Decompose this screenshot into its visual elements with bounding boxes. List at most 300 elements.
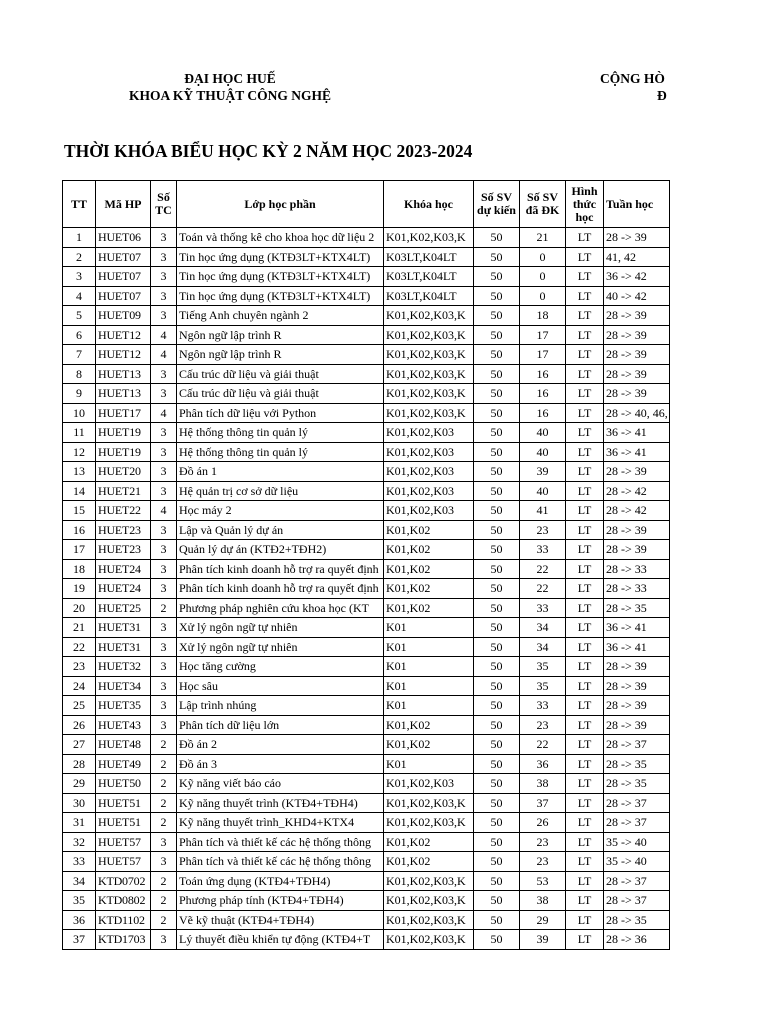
cell-hinh-thuc-hoc: LT (566, 774, 604, 794)
cell-so-tc: 4 (151, 345, 177, 365)
cell-so-sv-da-dk: 39 (520, 462, 566, 482)
cell-khoa-hoc: K01,K02,K03,K (384, 930, 474, 950)
cell-so-sv-du-kien: 50 (474, 676, 520, 696)
cell-so-sv-du-kien: 50 (474, 228, 520, 248)
cell-tuan-hoc: 28 -> 39 (604, 462, 670, 482)
university-name: ĐẠI HỌC HUẾ (184, 71, 276, 86)
cell-hinh-thuc-hoc: LT (566, 696, 604, 716)
cell-ma-hp: HUET12 (96, 325, 151, 345)
cell-lop-hoc-phan: Ngôn ngữ lập trình R (177, 325, 384, 345)
cell-so-sv-da-dk: 35 (520, 676, 566, 696)
cell-lop-hoc-phan: Kỹ năng viết báo cáo (177, 774, 384, 794)
cell-khoa-hoc: K01,K02 (384, 598, 474, 618)
cell-hinh-thuc-hoc: LT (566, 891, 604, 911)
cell-lop-hoc-phan: Xử lý ngôn ngữ tự nhiên (177, 618, 384, 638)
cell-so-sv-da-dk: 34 (520, 618, 566, 638)
cell-tt: 18 (63, 559, 96, 579)
cell-khoa-hoc: K01 (384, 657, 474, 677)
cell-so-sv-da-dk: 21 (520, 228, 566, 248)
cell-so-sv-du-kien: 50 (474, 930, 520, 950)
cell-so-sv-da-dk: 38 (520, 774, 566, 794)
cell-tuan-hoc: 28 -> 36 (604, 930, 670, 950)
cell-tt: 32 (63, 832, 96, 852)
table-row (63, 442, 670, 462)
cell-tt: 37 (63, 930, 96, 950)
cell-ma-hp: HUET17 (96, 403, 151, 423)
cell-tuan-hoc: 28 -> 39 (604, 228, 670, 248)
cell-so-sv-da-dk: 23 (520, 715, 566, 735)
faculty-name: KHOA KỸ THUẬT CÔNG NGHỆ (128, 88, 332, 103)
cell-so-sv-da-dk: 23 (520, 832, 566, 852)
cell-khoa-hoc: K01,K02,K03,K (384, 910, 474, 930)
table-row (63, 403, 670, 423)
cell-khoa-hoc: K01,K02,K03,K (384, 793, 474, 813)
cell-tt: 11 (63, 423, 96, 443)
cell-ma-hp: HUET19 (96, 423, 151, 443)
cell-ma-hp: HUET50 (96, 774, 151, 794)
cell-khoa-hoc: K01,K02,K03,K (384, 325, 474, 345)
cell-tt: 23 (63, 657, 96, 677)
cell-so-sv-du-kien: 50 (474, 618, 520, 638)
cell-lop-hoc-phan: Cấu trúc dữ liệu và giải thuật (177, 384, 384, 404)
cell-hinh-thuc-hoc: LT (566, 286, 604, 306)
col-header-hinh-thuc-hoc: Hình thức học (566, 181, 604, 228)
cell-tuan-hoc: 28 -> 39 (604, 657, 670, 677)
cell-khoa-hoc: K03LT,K04LT (384, 247, 474, 267)
col-header-so-sv-du-kien: Số SV dự kiến (474, 181, 520, 228)
cell-lop-hoc-phan: Ngôn ngữ lập trình R (177, 345, 384, 365)
table-row (63, 540, 670, 560)
cell-ma-hp: HUET51 (96, 793, 151, 813)
cell-so-sv-du-kien: 50 (474, 735, 520, 755)
cell-so-tc: 2 (151, 774, 177, 794)
cell-khoa-hoc: K01,K02,K03,K (384, 384, 474, 404)
cell-so-tc: 2 (151, 735, 177, 755)
cell-hinh-thuc-hoc: LT (566, 832, 604, 852)
cell-so-tc: 3 (151, 286, 177, 306)
cell-khoa-hoc: K01,K02 (384, 735, 474, 755)
cell-lop-hoc-phan: Tin học ứng dụng (KTĐ3LT+KTX4LT) (177, 286, 384, 306)
cell-ma-hp: KTD1703 (96, 930, 151, 950)
cell-lop-hoc-phan: Phân tích kinh doanh hỗ trợ ra quyết định (177, 579, 384, 599)
cell-ma-hp: HUET21 (96, 481, 151, 501)
cell-so-sv-du-kien: 50 (474, 442, 520, 462)
cell-tt: 6 (63, 325, 96, 345)
table-row (63, 306, 670, 326)
cell-ma-hp: HUET19 (96, 442, 151, 462)
cell-tt: 7 (63, 345, 96, 365)
cell-so-sv-du-kien: 50 (474, 852, 520, 872)
cell-so-tc: 3 (151, 637, 177, 657)
cell-ma-hp: HUET57 (96, 832, 151, 852)
cell-so-sv-du-kien: 50 (474, 247, 520, 267)
cell-so-sv-du-kien: 50 (474, 501, 520, 521)
cell-so-tc: 2 (151, 910, 177, 930)
cell-tuan-hoc: 36 -> 41 (604, 442, 670, 462)
header-right (600, 70, 768, 104)
cell-so-sv-da-dk: 40 (520, 442, 566, 462)
cell-so-sv-du-kien: 50 (474, 286, 520, 306)
cell-so-sv-du-kien: 50 (474, 520, 520, 540)
cell-tuan-hoc: 28 -> 33 (604, 579, 670, 599)
cell-so-sv-du-kien: 50 (474, 384, 520, 404)
cell-tt: 19 (63, 579, 96, 599)
cell-lop-hoc-phan: Phân tích và thiết kế các hệ thống thông (177, 852, 384, 872)
cell-tt: 1 (63, 228, 96, 248)
cell-khoa-hoc: K01 (384, 696, 474, 716)
cell-tt: 25 (63, 696, 96, 716)
table-row (63, 754, 670, 774)
cell-so-tc: 3 (151, 715, 177, 735)
table-row (63, 384, 670, 404)
cell-tt: 26 (63, 715, 96, 735)
cell-hinh-thuc-hoc: LT (566, 715, 604, 735)
cell-lop-hoc-phan: Tiếng Anh chuyên ngành 2 (177, 306, 384, 326)
cell-tt: 36 (63, 910, 96, 930)
cell-hinh-thuc-hoc: LT (566, 618, 604, 638)
table-row (63, 267, 670, 287)
cell-hinh-thuc-hoc: LT (566, 364, 604, 384)
cell-so-tc: 3 (151, 384, 177, 404)
table-row (63, 891, 670, 911)
cell-tt: 15 (63, 501, 96, 521)
cell-so-tc: 4 (151, 403, 177, 423)
cell-so-sv-da-dk: 0 (520, 267, 566, 287)
cell-hinh-thuc-hoc: LT (566, 247, 604, 267)
cell-ma-hp: HUET51 (96, 813, 151, 833)
cell-khoa-hoc: K01,K02 (384, 579, 474, 599)
cell-tt: 8 (63, 364, 96, 384)
cell-khoa-hoc: K01,K02,K03,K (384, 891, 474, 911)
cell-khoa-hoc: K01,K02,K03 (384, 462, 474, 482)
cell-khoa-hoc: K01,K02,K03,K (384, 345, 474, 365)
cell-tuan-hoc: 28 -> 33 (604, 559, 670, 579)
cell-so-tc: 2 (151, 813, 177, 833)
cell-so-sv-du-kien: 50 (474, 832, 520, 852)
cell-lop-hoc-phan: Hệ thống thông tin quản lý (177, 442, 384, 462)
cell-ma-hp: HUET07 (96, 286, 151, 306)
cell-tuan-hoc: 35 -> 40 (604, 832, 670, 852)
cell-tt: 4 (63, 286, 96, 306)
cell-so-sv-da-dk: 36 (520, 754, 566, 774)
cell-so-sv-da-dk: 41 (520, 501, 566, 521)
cell-tuan-hoc: 36 -> 42 (604, 267, 670, 287)
header-left (100, 70, 360, 104)
cell-lop-hoc-phan: Lý thuyết điều khiển tự động (KTĐ4+T (177, 930, 384, 950)
cell-lop-hoc-phan: Quản lý dự án (KTĐ2+TĐH2) (177, 540, 384, 560)
cell-tt: 27 (63, 735, 96, 755)
cell-so-sv-da-dk: 38 (520, 891, 566, 911)
cell-lop-hoc-phan: Đồ án 1 (177, 462, 384, 482)
cell-ma-hp: HUET23 (96, 520, 151, 540)
cell-hinh-thuc-hoc: LT (566, 930, 604, 950)
col-header-so-sv-da-dk: Số SV đã ĐK (520, 181, 566, 228)
cell-so-sv-du-kien: 50 (474, 774, 520, 794)
cell-tt: 31 (63, 813, 96, 833)
cell-so-sv-du-kien: 50 (474, 657, 520, 677)
cell-khoa-hoc: K01,K02,K03,K (384, 403, 474, 423)
cell-hinh-thuc-hoc: LT (566, 559, 604, 579)
table-row (63, 501, 670, 521)
cell-tuan-hoc: 28 -> 37 (604, 793, 670, 813)
cell-so-sv-da-dk: 16 (520, 364, 566, 384)
table-row (63, 481, 670, 501)
cell-tt: 21 (63, 618, 96, 638)
cell-so-sv-du-kien: 50 (474, 579, 520, 599)
cell-tuan-hoc: 28 -> 35 (604, 754, 670, 774)
table-row (63, 462, 670, 482)
cell-so-sv-du-kien: 50 (474, 910, 520, 930)
cell-so-sv-du-kien: 50 (474, 715, 520, 735)
cell-so-tc: 2 (151, 871, 177, 891)
cell-hinh-thuc-hoc: LT (566, 657, 604, 677)
cell-ma-hp: HUET07 (96, 247, 151, 267)
cell-so-sv-du-kien: 50 (474, 403, 520, 423)
cell-hinh-thuc-hoc: LT (566, 852, 604, 872)
table-row (63, 910, 670, 930)
cell-tuan-hoc: 41, 42 (604, 247, 670, 267)
table-row (63, 696, 670, 716)
cell-so-sv-du-kien: 50 (474, 423, 520, 443)
cell-so-tc: 3 (151, 852, 177, 872)
cell-lop-hoc-phan: Phân tích và thiết kế các hệ thống thông (177, 832, 384, 852)
cell-so-sv-du-kien: 50 (474, 267, 520, 287)
cell-so-sv-da-dk: 26 (520, 813, 566, 833)
cell-so-sv-du-kien: 50 (474, 696, 520, 716)
cell-so-sv-da-dk: 33 (520, 696, 566, 716)
col-header-lop-hoc-phan: Lớp học phần (177, 181, 384, 228)
cell-tt: 34 (63, 871, 96, 891)
cell-hinh-thuc-hoc: LT (566, 579, 604, 599)
cell-tuan-hoc: 28 -> 39 (604, 384, 670, 404)
cell-ma-hp: HUET57 (96, 852, 151, 872)
cell-tuan-hoc: 28 -> 39 (604, 364, 670, 384)
cell-ma-hp: HUET23 (96, 540, 151, 560)
cell-hinh-thuc-hoc: LT (566, 403, 604, 423)
cell-hinh-thuc-hoc: LT (566, 871, 604, 891)
cell-tuan-hoc: 28 -> 40, 46, (604, 403, 670, 423)
cell-hinh-thuc-hoc: LT (566, 598, 604, 618)
cell-lop-hoc-phan: Học tăng cường (177, 657, 384, 677)
cell-so-sv-da-dk: 23 (520, 520, 566, 540)
cell-tt: 9 (63, 384, 96, 404)
cell-khoa-hoc: K01,K02 (384, 715, 474, 735)
cell-lop-hoc-phan: Phương pháp nghiên cứu khoa học (KT (177, 598, 384, 618)
cell-so-tc: 3 (151, 481, 177, 501)
cell-hinh-thuc-hoc: LT (566, 325, 604, 345)
cell-lop-hoc-phan: Lập trình nhúng (177, 696, 384, 716)
cell-so-sv-da-dk: 23 (520, 852, 566, 872)
cell-lop-hoc-phan: Phân tích dữ liệu lớn (177, 715, 384, 735)
cell-so-sv-da-dk: 40 (520, 423, 566, 443)
cell-khoa-hoc: K01,K02 (384, 520, 474, 540)
cell-ma-hp: HUET13 (96, 364, 151, 384)
cell-hinh-thuc-hoc: LT (566, 481, 604, 501)
table-row (63, 423, 670, 443)
table-row (63, 832, 670, 852)
cell-tuan-hoc: 28 -> 37 (604, 891, 670, 911)
col-header-tt: TT (63, 181, 96, 228)
cell-so-sv-da-dk: 22 (520, 559, 566, 579)
cell-so-sv-da-dk: 37 (520, 793, 566, 813)
cell-tt: 17 (63, 540, 96, 560)
cell-hinh-thuc-hoc: LT (566, 813, 604, 833)
cell-so-tc: 3 (151, 696, 177, 716)
table-row (63, 247, 670, 267)
cell-lop-hoc-phan: Đồ án 3 (177, 754, 384, 774)
cell-khoa-hoc: K01,K02,K03 (384, 442, 474, 462)
cell-so-tc: 3 (151, 462, 177, 482)
cell-tt: 29 (63, 774, 96, 794)
cell-tt: 2 (63, 247, 96, 267)
cell-khoa-hoc: K01,K02,K03 (384, 501, 474, 521)
cell-so-sv-du-kien: 50 (474, 813, 520, 833)
cell-tt: 28 (63, 754, 96, 774)
cell-so-tc: 3 (151, 559, 177, 579)
table-row (63, 559, 670, 579)
cell-ma-hp: HUET24 (96, 559, 151, 579)
cell-hinh-thuc-hoc: LT (566, 267, 604, 287)
cell-ma-hp: KTD1102 (96, 910, 151, 930)
cell-so-sv-du-kien: 50 (474, 306, 520, 326)
cell-lop-hoc-phan: Phân tích dữ liệu với Python (177, 403, 384, 423)
cell-so-tc: 4 (151, 325, 177, 345)
timetable (62, 180, 670, 950)
cell-so-sv-da-dk: 33 (520, 598, 566, 618)
cell-ma-hp: KTD0802 (96, 891, 151, 911)
cell-hinh-thuc-hoc: LT (566, 501, 604, 521)
cell-ma-hp: HUET32 (96, 657, 151, 677)
cell-so-tc: 3 (151, 247, 177, 267)
cell-so-tc: 3 (151, 930, 177, 950)
cell-so-sv-da-dk: 39 (520, 930, 566, 950)
cell-hinh-thuc-hoc: LT (566, 520, 604, 540)
cell-ma-hp: HUET31 (96, 637, 151, 657)
cell-so-tc: 4 (151, 501, 177, 521)
cell-ma-hp: HUET25 (96, 598, 151, 618)
cell-tt: 3 (63, 267, 96, 287)
document-title: THỜI KHÓA BIỂU HỌC KỲ 2 NĂM HỌC 2023-2024 (64, 141, 473, 161)
cell-ma-hp: HUET22 (96, 501, 151, 521)
table-row (63, 618, 670, 638)
cell-so-sv-da-dk: 16 (520, 384, 566, 404)
cell-so-sv-da-dk: 22 (520, 579, 566, 599)
cell-so-sv-du-kien: 50 (474, 462, 520, 482)
cell-ma-hp: HUET48 (96, 735, 151, 755)
cell-tuan-hoc: 28 -> 42 (604, 501, 670, 521)
cell-so-sv-du-kien: 50 (474, 364, 520, 384)
cell-tt: 12 (63, 442, 96, 462)
cell-tuan-hoc: 28 -> 39 (604, 345, 670, 365)
cell-hinh-thuc-hoc: LT (566, 735, 604, 755)
cell-so-tc: 2 (151, 891, 177, 911)
table-header-row (63, 181, 670, 228)
cell-so-sv-du-kien: 50 (474, 891, 520, 911)
cell-so-sv-da-dk: 22 (520, 735, 566, 755)
cell-tuan-hoc: 28 -> 39 (604, 715, 670, 735)
cell-ma-hp: HUET12 (96, 345, 151, 365)
table-row (63, 228, 670, 248)
cell-ma-hp: HUET35 (96, 696, 151, 716)
cell-lop-hoc-phan: Tin học ứng dụng (KTĐ3LT+KTX4LT) (177, 247, 384, 267)
cell-hinh-thuc-hoc: LT (566, 754, 604, 774)
cell-khoa-hoc: K01,K02,K03,K (384, 364, 474, 384)
table-row (63, 813, 670, 833)
header-right-line2: Đ (657, 88, 667, 103)
cell-tt: 30 (63, 793, 96, 813)
cell-tuan-hoc: 28 -> 39 (604, 306, 670, 326)
cell-so-tc: 3 (151, 618, 177, 638)
cell-hinh-thuc-hoc: LT (566, 462, 604, 482)
cell-hinh-thuc-hoc: LT (566, 793, 604, 813)
cell-khoa-hoc: K01 (384, 637, 474, 657)
cell-lop-hoc-phan: Học máy 2 (177, 501, 384, 521)
cell-so-sv-da-dk: 0 (520, 247, 566, 267)
cell-tuan-hoc: 28 -> 37 (604, 813, 670, 833)
table-row (63, 325, 670, 345)
cell-khoa-hoc: K01,K02,K03 (384, 481, 474, 501)
cell-so-sv-da-dk: 17 (520, 345, 566, 365)
cell-so-sv-du-kien: 50 (474, 793, 520, 813)
cell-lop-hoc-phan: Vẽ kỹ thuật (KTĐ4+TĐH4) (177, 910, 384, 930)
cell-ma-hp: HUET07 (96, 267, 151, 287)
cell-ma-hp: HUET20 (96, 462, 151, 482)
cell-so-tc: 3 (151, 579, 177, 599)
cell-ma-hp: HUET31 (96, 618, 151, 638)
cell-tuan-hoc: 36 -> 41 (604, 618, 670, 638)
header-right-line1: CỘNG HÒ (600, 71, 665, 86)
cell-khoa-hoc: K01,K02,K03 (384, 774, 474, 794)
col-header-so-tc: Số TC (151, 181, 177, 228)
cell-so-sv-da-dk: 34 (520, 637, 566, 657)
cell-khoa-hoc: K01,K02 (384, 852, 474, 872)
cell-tuan-hoc: 28 -> 35 (604, 774, 670, 794)
cell-so-sv-du-kien: 50 (474, 871, 520, 891)
cell-so-sv-da-dk: 16 (520, 403, 566, 423)
cell-hinh-thuc-hoc: LT (566, 910, 604, 930)
cell-tuan-hoc: 28 -> 35 (604, 910, 670, 930)
cell-so-tc: 3 (151, 228, 177, 248)
cell-so-sv-du-kien: 50 (474, 637, 520, 657)
table-row (63, 930, 670, 950)
cell-lop-hoc-phan: Phân tích kinh doanh hỗ trợ ra quyết định (177, 559, 384, 579)
cell-so-tc: 3 (151, 540, 177, 560)
col-header-khoa-hoc: Khóa học (384, 181, 474, 228)
cell-so-sv-da-dk: 29 (520, 910, 566, 930)
cell-tuan-hoc: 28 -> 37 (604, 871, 670, 891)
cell-lop-hoc-phan: Kỹ năng thuyết trình (KTĐ4+TĐH4) (177, 793, 384, 813)
cell-tt: 35 (63, 891, 96, 911)
table-row (63, 715, 670, 735)
table-row (63, 345, 670, 365)
cell-lop-hoc-phan: Học sâu (177, 676, 384, 696)
cell-so-tc: 2 (151, 754, 177, 774)
cell-so-tc: 3 (151, 364, 177, 384)
table-row (63, 364, 670, 384)
table-body (63, 228, 670, 950)
cell-khoa-hoc: K01,K02,K03,K (384, 871, 474, 891)
cell-so-sv-da-dk: 33 (520, 540, 566, 560)
cell-hinh-thuc-hoc: LT (566, 306, 604, 326)
table-row (63, 871, 670, 891)
col-header-tuan-hoc: Tuần học (604, 181, 670, 228)
cell-tuan-hoc: 35 -> 40 (604, 852, 670, 872)
cell-so-sv-da-dk: 0 (520, 286, 566, 306)
cell-so-sv-du-kien: 50 (474, 559, 520, 579)
cell-lop-hoc-phan: Tin học ứng dụng (KTĐ3LT+KTX4LT) (177, 267, 384, 287)
cell-khoa-hoc: K01 (384, 754, 474, 774)
cell-tt: 16 (63, 520, 96, 540)
